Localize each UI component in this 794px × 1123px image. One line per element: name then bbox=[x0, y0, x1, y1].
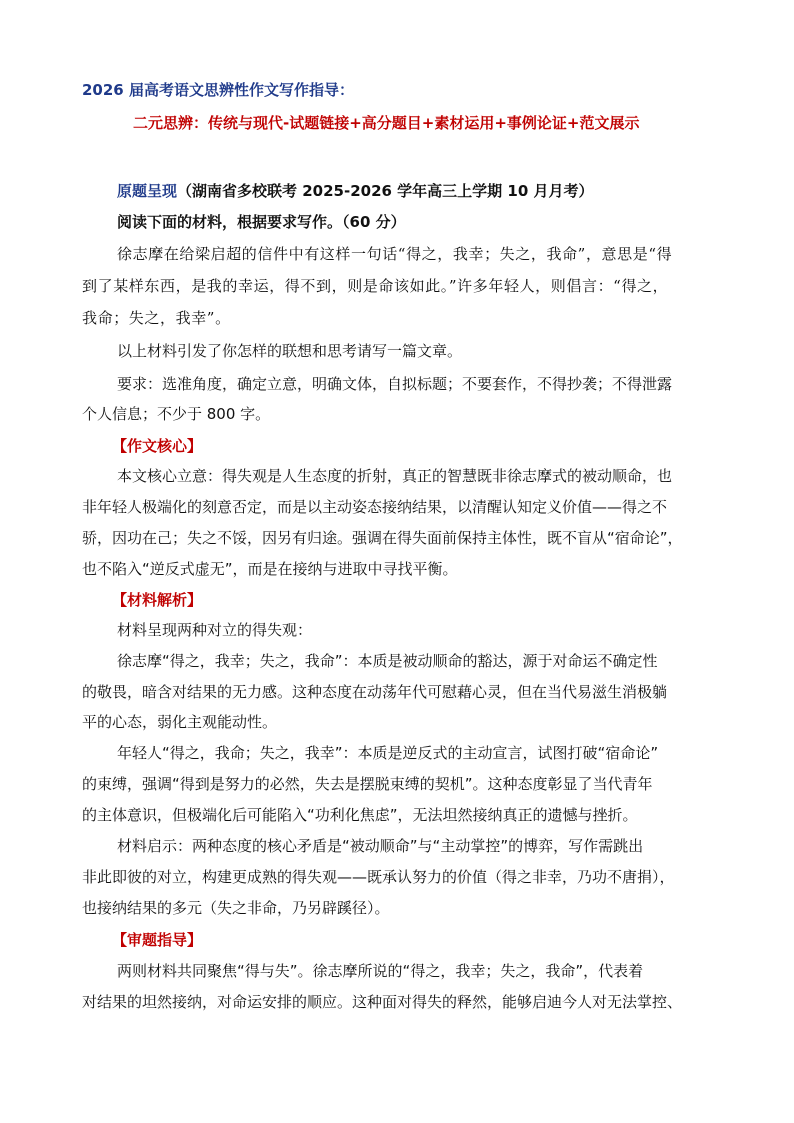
prompt-task: 以上材料引发了你怎样的联想和思考请写一篇文章。 bbox=[117, 342, 463, 360]
requirement-line: 个人信息；不少于 800 字。 bbox=[82, 405, 271, 423]
analysis-line: 徐志摩“得之，我幸；失之，我命”：本质是被动顺命的豁达，源于对命运不确定性 bbox=[117, 652, 658, 670]
material-line: 到了某样东西，是我的幸运，得不到，则是命该如此。”许多年轻人，则倡言：“得之， bbox=[82, 277, 669, 295]
requirement-line: 要求：选准角度，确定立意，明确文体，自拟标题；不要套作，不得抄袭；不得泄露 bbox=[117, 375, 673, 393]
core-line: 非年轻人极端化的刻意否定，而是以主动姿态接纳结果，以清醒认知定义价值——得之不 bbox=[82, 498, 668, 516]
material-line: 徐志摩在给梁启超的信件中有这样一句话“得之，我幸；失之，我命”，意思是“得 bbox=[117, 245, 673, 263]
core-line: 本文核心立意：得失观是人生态度的折射，真正的智慧既非徐志摩式的被动顺命，也 bbox=[117, 467, 673, 485]
analysis-line: 材料启示：两种态度的核心矛盾是“被动顺命”与“主动掌控”的博弈，写作需跳出 bbox=[117, 837, 644, 855]
core-line: 骄，因功在己；失之不馁，因另有归途。强调在得失面前保持主体性，既不盲从“宿命论”， bbox=[82, 529, 683, 547]
source-detail: （湖南省多校联考 2025-2026 学年高三上学期 10 月月考） bbox=[177, 182, 594, 200]
guide-line: 对结果的坦然接纳，对命运安排的顺应。这种面对得失的释然，能够启迪今人对无法掌控、 bbox=[82, 993, 683, 1011]
analysis-line: 的敬畏，暗含对结果的无力感。这种态度在动荡年代可慰藉心灵，但在当代易滋生消极躺 bbox=[82, 683, 668, 701]
analysis-line: 的束缚，强调“得到是努力的必然，失去是摆脱束缚的契机”。这种态度彰显了当代青年 bbox=[82, 775, 653, 793]
analysis-line: 也接纳结果的多元（失之非命，乃另辟蹊径）。 bbox=[82, 899, 390, 917]
analysis-line: 年轻人“得之，我命；失之，我幸”：本质是逆反式的主动宣言，试图打破“宿命论” bbox=[117, 744, 659, 762]
analysis-intro: 材料呈现两种对立的得失观： bbox=[117, 621, 313, 639]
source-label: 原题呈现 bbox=[117, 182, 178, 200]
material-line: 我命；失之，我幸”。 bbox=[82, 309, 231, 327]
analysis-line: 的主体意识，但极端化后可能陷入“功利化焦虑”，无法坦然接纳真正的遗憾与挫折。 bbox=[82, 806, 638, 824]
analysis-heading: 【材料解析】 bbox=[112, 591, 203, 609]
core-heading: 【作文核心】 bbox=[112, 437, 203, 455]
doc-title: 2026 届高考语文思辨性作文写作指导： bbox=[82, 81, 354, 99]
prompt-instruction: 阅读下面的材料，根据要求写作。（60 分） bbox=[117, 213, 406, 231]
guide-line: 两则材料共同聚焦“得与失”。徐志摩所说的“得之，我幸；失之，我命”，代表着 bbox=[117, 962, 644, 980]
core-line: 也不陷入“逆反式虚无”，而是在接纳与进取中寻找平衡。 bbox=[82, 560, 458, 578]
source-line bbox=[117, 181, 594, 201]
doc-subtitle: 二元思辨：传统与现代-试题链接+高分题目+素材运用+事例论证+范文展示 bbox=[133, 114, 640, 132]
analysis-line: 非此即彼的对立，构建更成熟的得失观——既承认努力的价值（得之非幸，乃功不唐捐）， bbox=[82, 868, 675, 886]
analysis-line: 平的心态，弱化主观能动性。 bbox=[82, 713, 278, 731]
guide-heading: 【审题指导】 bbox=[112, 931, 203, 949]
